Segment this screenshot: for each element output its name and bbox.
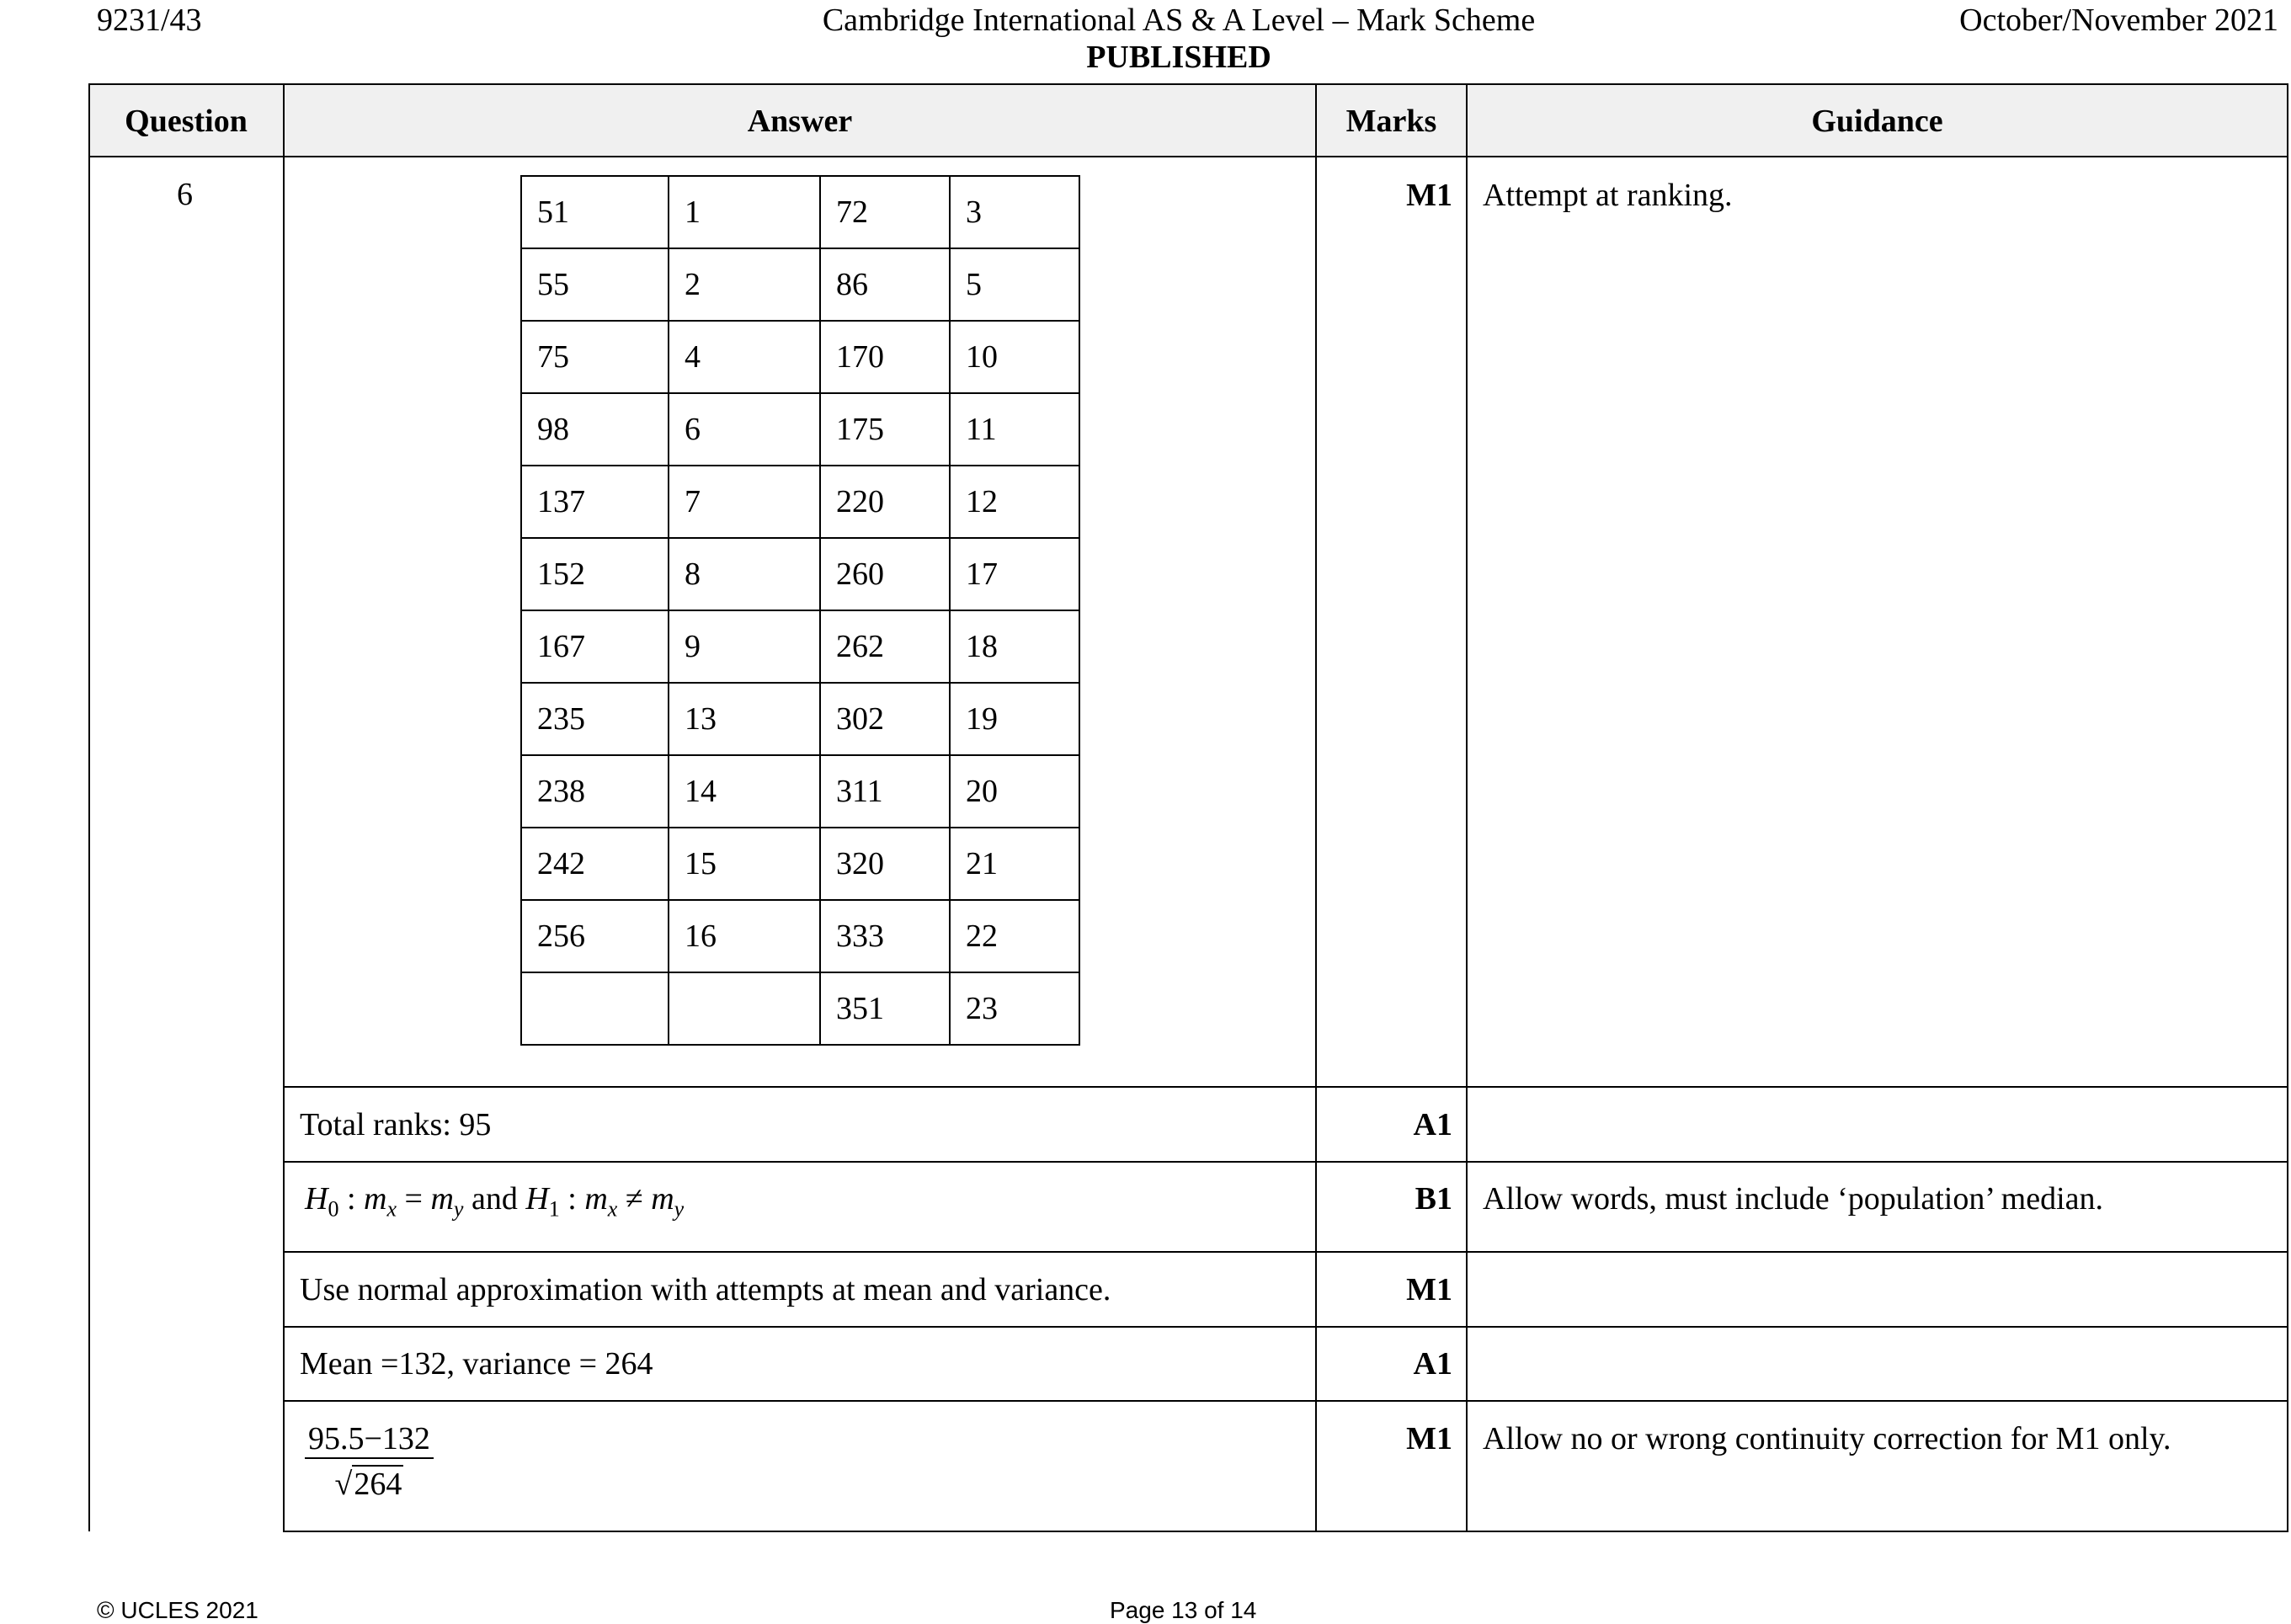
- rule: [1466, 83, 1468, 1532]
- ranking-rank-cell: 22: [950, 900, 1079, 972]
- mark-total-ranks: A1: [1413, 1107, 1452, 1142]
- square-root-symbol: √: [334, 1467, 353, 1502]
- ranking-row: [521, 683, 1079, 755]
- ranking-row: [521, 755, 1079, 828]
- rule: [283, 1251, 2288, 1253]
- rule: [283, 83, 285, 1532]
- rule: [88, 83, 2288, 85]
- ranking-row: [521, 176, 1079, 248]
- ranking-rank-cell: 5: [950, 248, 1079, 321]
- ranking-rank-cell: 3: [950, 176, 1079, 248]
- ranking-row: [521, 248, 1079, 321]
- ranking-rank-cell: 14: [669, 755, 820, 828]
- h0-lhs-sub: x: [386, 1196, 397, 1222]
- ranking-value-cell: 175: [820, 393, 950, 466]
- answer-hypotheses: [305, 1183, 684, 1221]
- ranking-rank-cell: 8: [669, 538, 820, 610]
- ranking-value-cell: 260: [820, 538, 950, 610]
- rule: [88, 156, 2288, 157]
- answer-total-ranks: Total ranks: 95: [300, 1107, 492, 1142]
- ranking-value-cell: 333: [820, 900, 950, 972]
- h1-lhs-sub: x: [607, 1196, 618, 1222]
- ranking-row: [521, 610, 1079, 683]
- mark-normal-approximation: M1: [1406, 1272, 1452, 1307]
- ranking-row: [521, 972, 1079, 1045]
- ranking-row: [521, 900, 1079, 972]
- h1-colon: :: [559, 1181, 585, 1217]
- ranking-value-cell: 51: [521, 176, 669, 248]
- ranking-rank-cell: 16: [669, 900, 820, 972]
- ranking-value-cell: 86: [820, 248, 950, 321]
- ranking-value-cell: 238: [521, 755, 669, 828]
- ranking-row: [521, 466, 1079, 538]
- h0-rhs-sub: y: [453, 1196, 464, 1222]
- column-header-question: Question: [125, 104, 248, 139]
- h0-equals: =: [397, 1181, 431, 1217]
- fraction-denominator: [305, 1459, 434, 1503]
- ranking-rank-cell: 10: [950, 321, 1079, 393]
- ranking-value-cell: 311: [820, 755, 950, 828]
- ranking-rank-cell: [669, 972, 820, 1045]
- h1-subscript: 1: [548, 1196, 560, 1222]
- h1-lhs: m: [584, 1181, 608, 1217]
- ranking-value-cell: 220: [820, 466, 950, 538]
- ranking-rank-cell: 7: [669, 466, 820, 538]
- ranking-rank-cell: 12: [950, 466, 1079, 538]
- ranking-rank-cell: 17: [950, 538, 1079, 610]
- ranking-row: [521, 393, 1079, 466]
- h0-symbol: H: [305, 1181, 328, 1217]
- ranking-rank-cell: 18: [950, 610, 1079, 683]
- ranking-rank-cell: 15: [669, 828, 820, 900]
- ranking-value-cell: 137: [521, 466, 669, 538]
- z-statistic-fraction: [305, 1420, 434, 1503]
- h1-not-equal: ≠: [617, 1181, 652, 1217]
- question-number: 6: [177, 177, 193, 212]
- radicand: 264: [354, 1467, 402, 1502]
- mark-hypotheses: B1: [1415, 1181, 1452, 1217]
- ranking-value-cell: 235: [521, 683, 669, 755]
- h1-symbol: H: [525, 1181, 549, 1217]
- document-code: 9231/43: [97, 3, 202, 38]
- ranking-row: [521, 538, 1079, 610]
- ranking-value-cell: 167: [521, 610, 669, 683]
- rule: [283, 1326, 2288, 1328]
- ranking-rank-cell: 1: [669, 176, 820, 248]
- rule: [88, 83, 90, 1531]
- mark-mean-variance: A1: [1413, 1346, 1452, 1382]
- ranking-row: [521, 321, 1079, 393]
- h0-rhs: m: [430, 1181, 454, 1217]
- ranking-rank-cell: 21: [950, 828, 1079, 900]
- ranking-row: [521, 828, 1079, 900]
- column-header-guidance: Guidance: [1811, 104, 1943, 139]
- ranking-value-cell: 98: [521, 393, 669, 466]
- ranking-value-cell: 170: [820, 321, 950, 393]
- ranking-table: [520, 175, 1080, 1046]
- copyright: © UCLES 2021: [97, 1597, 258, 1623]
- and-text: and: [463, 1181, 526, 1217]
- ranking-value-cell: 320: [820, 828, 950, 900]
- ranking-value-cell: 351: [820, 972, 950, 1045]
- mark-ranking: M1: [1406, 178, 1452, 213]
- rule: [283, 1400, 2288, 1402]
- h0-colon: :: [338, 1181, 365, 1217]
- column-header-answer: Answer: [747, 104, 853, 139]
- guidance-z-statistic: Allow no or wrong continuity correction for M1 only.: [1483, 1421, 2171, 1456]
- h0-subscript: 0: [328, 1196, 339, 1222]
- ranking-rank-cell: 19: [950, 683, 1079, 755]
- ranking-value-cell: 302: [820, 683, 950, 755]
- ranking-value-cell: 72: [820, 176, 950, 248]
- ranking-value-cell: [521, 972, 669, 1045]
- ranking-rank-cell: 6: [669, 393, 820, 466]
- document-title: Cambridge International AS & A Level – Mark Scheme: [822, 3, 1536, 38]
- published-label: PUBLISHED: [1086, 40, 1271, 75]
- guidance-hypotheses: Allow words, must include ‘population’ median.: [1483, 1181, 2104, 1217]
- ranking-rank-cell: 11: [950, 393, 1079, 466]
- ranking-rank-cell: 23: [950, 972, 1079, 1045]
- mark-z-statistic: M1: [1406, 1421, 1452, 1456]
- fraction-numerator: 95.5−132: [305, 1420, 434, 1459]
- answer-mean-variance: Mean =132, variance = 264: [300, 1346, 653, 1382]
- exam-session: October/November 2021: [1959, 3, 2278, 38]
- rule: [2287, 83, 2288, 1532]
- ranking-rank-cell: 9: [669, 610, 820, 683]
- rule: [283, 1161, 2288, 1163]
- ranking-value-cell: 75: [521, 321, 669, 393]
- ranking-rank-cell: 20: [950, 755, 1079, 828]
- ranking-value-cell: 256: [521, 900, 669, 972]
- rule: [283, 1531, 2288, 1532]
- guidance-ranking: Attempt at ranking.: [1483, 178, 1733, 213]
- page-number: Page 13 of 14: [1110, 1597, 1257, 1623]
- h1-rhs: m: [651, 1181, 674, 1217]
- column-header-marks: Marks: [1345, 104, 1437, 139]
- answer-normal-approximation: Use normal approximation with attempts at mean and variance.: [300, 1272, 1111, 1307]
- ranking-value-cell: 55: [521, 248, 669, 321]
- ranking-value-cell: 262: [820, 610, 950, 683]
- ranking-value-cell: 242: [521, 828, 669, 900]
- ranking-rank-cell: 4: [669, 321, 820, 393]
- rule: [1315, 83, 1317, 1532]
- ranking-rank-cell: 13: [669, 683, 820, 755]
- ranking-rank-cell: 2: [669, 248, 820, 321]
- h0-lhs: m: [364, 1181, 387, 1217]
- rule: [283, 1086, 2288, 1088]
- ranking-value-cell: 152: [521, 538, 669, 610]
- h1-rhs-sub: y: [674, 1196, 685, 1222]
